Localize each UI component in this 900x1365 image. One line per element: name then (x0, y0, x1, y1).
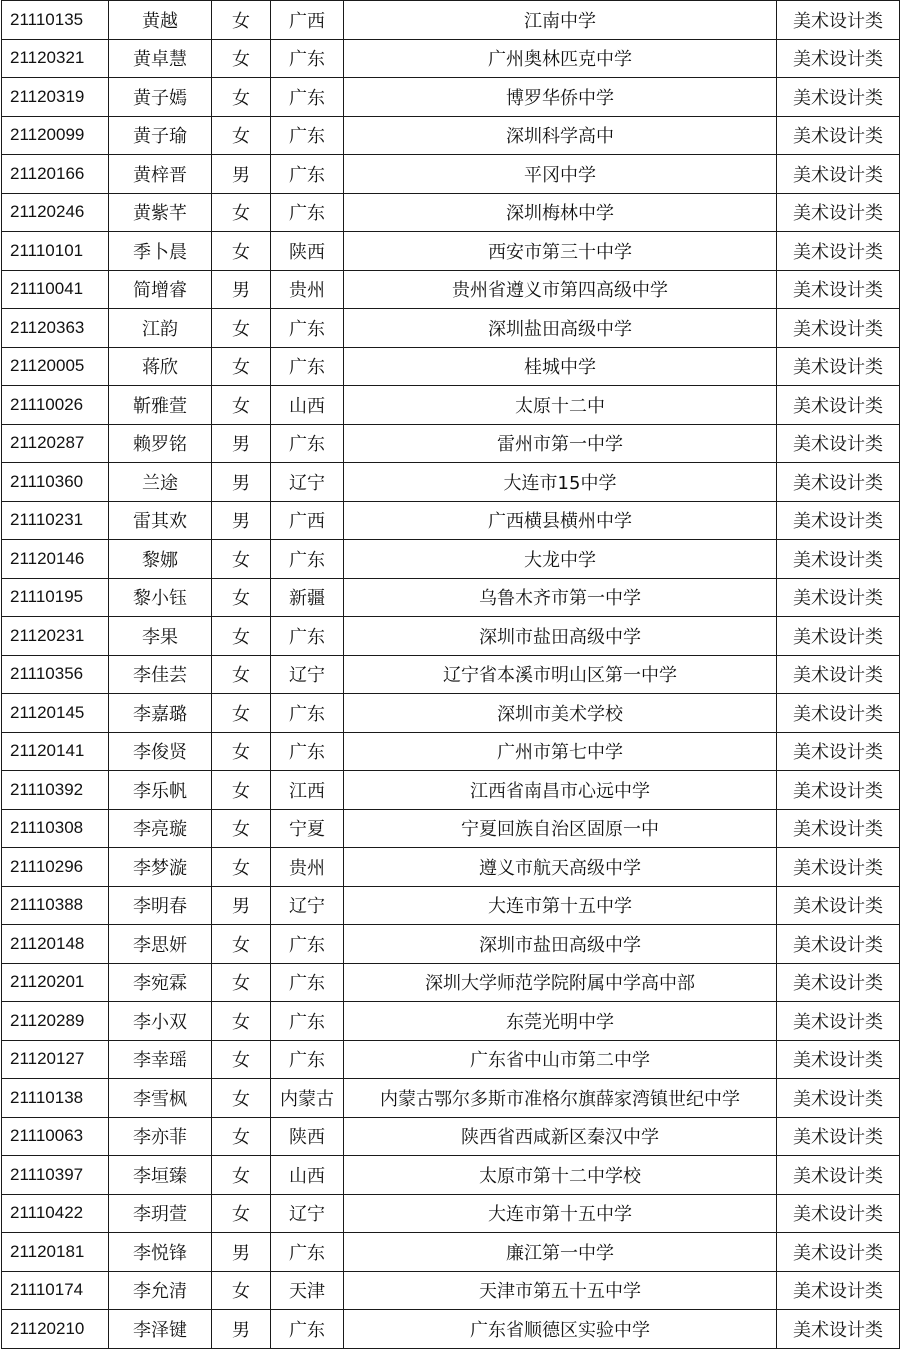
school-cell: 博罗华侨中学 (344, 78, 777, 117)
student-name-cell: 蒋欣 (109, 347, 212, 386)
category-cell: 美术设计类 (777, 1, 900, 40)
category-cell: 美术设计类 (777, 1194, 900, 1233)
gender-cell: 男 (212, 501, 271, 540)
school-cell: 平冈中学 (344, 155, 777, 194)
province-cell: 天津 (271, 1271, 344, 1310)
candidate-id-cell: 21120148 (2, 925, 109, 964)
gender-cell: 女 (212, 309, 271, 348)
province-cell: 广东 (271, 309, 344, 348)
category-cell: 美术设计类 (777, 694, 900, 733)
candidate-id-cell: 21120181 (2, 1233, 109, 1272)
gender-cell: 女 (212, 1002, 271, 1041)
category-cell: 美术设计类 (777, 1079, 900, 1118)
gender-cell: 女 (212, 655, 271, 694)
table-row (2, 1271, 900, 1310)
category-cell: 美术设计类 (777, 732, 900, 771)
gender-cell: 女 (212, 771, 271, 810)
student-name-cell: 李雪枫 (109, 1079, 212, 1118)
table-row (2, 925, 900, 964)
gender-cell: 男 (212, 270, 271, 309)
school-cell: 西安市第三十中学 (344, 232, 777, 271)
table-row (2, 347, 900, 386)
category-cell: 美术设计类 (777, 78, 900, 117)
school-cell: 大连市15中学 (344, 463, 777, 502)
student-name-cell: 黄紫芊 (109, 193, 212, 232)
student-name-cell: 赖罗铭 (109, 424, 212, 463)
school-cell: 广州市第七中学 (344, 732, 777, 771)
province-cell: 新疆 (271, 578, 344, 617)
school-cell: 天津市第五十五中学 (344, 1271, 777, 1310)
candidate-id-cell: 21120201 (2, 963, 109, 1002)
student-name-cell: 李明春 (109, 886, 212, 925)
table-row (2, 694, 900, 733)
student-name-cell: 黄子嫣 (109, 78, 212, 117)
student-name-cell: 李梦漩 (109, 848, 212, 887)
province-cell: 广东 (271, 424, 344, 463)
category-cell: 美术设计类 (777, 116, 900, 155)
table-row (2, 1156, 900, 1195)
candidate-id-cell: 21120099 (2, 116, 109, 155)
student-name-cell: 靳雅萱 (109, 386, 212, 425)
candidate-id-cell: 21120363 (2, 309, 109, 348)
province-cell: 宁夏 (271, 809, 344, 848)
table-row (2, 617, 900, 656)
candidate-id-cell: 21110308 (2, 809, 109, 848)
table-row (2, 732, 900, 771)
school-cell: 大连市第十五中学 (344, 1194, 777, 1233)
gender-cell: 男 (212, 155, 271, 194)
student-name-cell: 李乐帆 (109, 771, 212, 810)
category-cell: 美术设计类 (777, 309, 900, 348)
school-cell: 深圳市盐田高级中学 (344, 925, 777, 964)
candidate-id-cell: 21110392 (2, 771, 109, 810)
gender-cell: 男 (212, 1233, 271, 1272)
candidate-id-cell: 21120005 (2, 347, 109, 386)
category-cell: 美术设计类 (777, 463, 900, 502)
candidate-id-cell: 21120145 (2, 694, 109, 733)
table-row (2, 1040, 900, 1079)
school-cell: 深圳市美术学校 (344, 694, 777, 733)
gender-cell: 女 (212, 1271, 271, 1310)
school-cell: 桂城中学 (344, 347, 777, 386)
candidate-id-cell: 21110138 (2, 1079, 109, 1118)
category-cell: 美术设计类 (777, 1156, 900, 1195)
gender-cell: 男 (212, 463, 271, 502)
category-cell: 美术设计类 (777, 193, 900, 232)
table-row (2, 655, 900, 694)
province-cell: 广东 (271, 963, 344, 1002)
table-row (2, 386, 900, 425)
province-cell: 广东 (271, 78, 344, 117)
category-cell: 美术设计类 (777, 1002, 900, 1041)
table-row (2, 540, 900, 579)
candidate-id-cell: 21120289 (2, 1002, 109, 1041)
candidate-id-cell: 21110360 (2, 463, 109, 502)
province-cell: 辽宁 (271, 886, 344, 925)
province-cell: 广东 (271, 347, 344, 386)
candidate-id-cell: 21110397 (2, 1156, 109, 1195)
school-cell: 辽宁省本溪市明山区第一中学 (344, 655, 777, 694)
category-cell: 美术设计类 (777, 809, 900, 848)
province-cell: 广西 (271, 1, 344, 40)
school-cell: 深圳梅林中学 (344, 193, 777, 232)
student-name-cell: 雷其欢 (109, 501, 212, 540)
table-row (2, 116, 900, 155)
gender-cell: 女 (212, 193, 271, 232)
student-name-cell: 黎小钰 (109, 578, 212, 617)
school-cell: 遵义市航天高级中学 (344, 848, 777, 887)
category-cell: 美术设计类 (777, 39, 900, 78)
province-cell: 广东 (271, 1233, 344, 1272)
gender-cell: 女 (212, 925, 271, 964)
province-cell: 山西 (271, 1156, 344, 1195)
province-cell: 广东 (271, 39, 344, 78)
table-row (2, 424, 900, 463)
school-cell: 深圳大学师范学院附属中学高中部 (344, 963, 777, 1002)
gender-cell: 女 (212, 578, 271, 617)
table-row (2, 270, 900, 309)
candidate-id-cell: 21110422 (2, 1194, 109, 1233)
category-cell: 美术设计类 (777, 886, 900, 925)
school-cell: 广州奥林匹克中学 (344, 39, 777, 78)
category-cell: 美术设计类 (777, 1117, 900, 1156)
candidate-id-cell: 21120141 (2, 732, 109, 771)
category-cell: 美术设计类 (777, 424, 900, 463)
table-row (2, 193, 900, 232)
table-row (2, 309, 900, 348)
student-name-cell: 李幸瑶 (109, 1040, 212, 1079)
school-cell: 乌鲁木齐市第一中学 (344, 578, 777, 617)
table-row (2, 1079, 900, 1118)
school-cell: 江西省南昌市心远中学 (344, 771, 777, 810)
student-name-cell: 李嘉璐 (109, 694, 212, 733)
candidate-id-cell: 21120210 (2, 1310, 109, 1349)
gender-cell: 女 (212, 1156, 271, 1195)
candidate-id-cell: 21120166 (2, 155, 109, 194)
province-cell: 陕西 (271, 1117, 344, 1156)
gender-cell: 女 (212, 963, 271, 1002)
candidate-id-cell: 21110195 (2, 578, 109, 617)
province-cell: 辽宁 (271, 1194, 344, 1233)
gender-cell: 女 (212, 694, 271, 733)
student-name-cell: 李亮璇 (109, 809, 212, 848)
table-row (2, 501, 900, 540)
table-row (2, 78, 900, 117)
student-name-cell: 黎娜 (109, 540, 212, 579)
student-name-cell: 兰途 (109, 463, 212, 502)
candidate-id-cell: 21110026 (2, 386, 109, 425)
student-name-cell: 黄梓晋 (109, 155, 212, 194)
table-row (2, 155, 900, 194)
province-cell: 广东 (271, 155, 344, 194)
province-cell: 广西 (271, 501, 344, 540)
table-row (2, 848, 900, 887)
table-row (2, 963, 900, 1002)
province-cell: 广东 (271, 193, 344, 232)
province-cell: 内蒙古 (271, 1079, 344, 1118)
school-cell: 陕西省西咸新区秦汉中学 (344, 1117, 777, 1156)
candidate-id-cell: 21110063 (2, 1117, 109, 1156)
school-cell: 深圳盐田高级中学 (344, 309, 777, 348)
category-cell: 美术设计类 (777, 540, 900, 579)
province-cell: 广东 (271, 694, 344, 733)
gender-cell: 女 (212, 848, 271, 887)
gender-cell: 女 (212, 1040, 271, 1079)
student-name-cell: 李果 (109, 617, 212, 656)
category-cell: 美术设计类 (777, 501, 900, 540)
student-name-cell: 江韵 (109, 309, 212, 348)
category-cell: 美术设计类 (777, 1040, 900, 1079)
gender-cell: 女 (212, 732, 271, 771)
table-row (2, 809, 900, 848)
table-row (2, 886, 900, 925)
school-cell: 深圳市盐田高级中学 (344, 617, 777, 656)
candidate-id-cell: 21120127 (2, 1040, 109, 1079)
table-row (2, 1233, 900, 1272)
province-cell: 辽宁 (271, 463, 344, 502)
province-cell: 陕西 (271, 232, 344, 271)
candidate-id-cell: 21110356 (2, 655, 109, 694)
table-row (2, 1310, 900, 1349)
province-cell: 广东 (271, 1310, 344, 1349)
table-row (2, 1194, 900, 1233)
school-cell: 雷州市第一中学 (344, 424, 777, 463)
student-name-cell: 李亦菲 (109, 1117, 212, 1156)
province-cell: 广东 (271, 1002, 344, 1041)
category-cell: 美术设计类 (777, 347, 900, 386)
admission-roster-table (1, 0, 900, 1349)
school-cell: 贵州省遵义市第四高级中学 (344, 270, 777, 309)
table-row (2, 39, 900, 78)
province-cell: 贵州 (271, 848, 344, 887)
province-cell: 山西 (271, 386, 344, 425)
student-name-cell: 李悦锋 (109, 1233, 212, 1272)
gender-cell: 女 (212, 386, 271, 425)
candidate-id-cell: 21120231 (2, 617, 109, 656)
candidate-id-cell: 21110388 (2, 886, 109, 925)
student-name-cell: 季卜晨 (109, 232, 212, 271)
province-cell: 广东 (271, 1040, 344, 1079)
school-cell: 内蒙古鄂尔多斯市准格尔旗薛家湾镇世纪中学 (344, 1079, 777, 1118)
category-cell: 美术设计类 (777, 655, 900, 694)
school-cell: 廉江第一中学 (344, 1233, 777, 1272)
table-row (2, 771, 900, 810)
candidate-id-cell: 21120287 (2, 424, 109, 463)
school-cell: 大连市第十五中学 (344, 886, 777, 925)
gender-cell: 女 (212, 540, 271, 579)
candidate-id-cell: 21110174 (2, 1271, 109, 1310)
gender-cell: 女 (212, 347, 271, 386)
province-cell: 广东 (271, 540, 344, 579)
school-cell: 江南中学 (344, 1, 777, 40)
candidate-id-cell: 21120146 (2, 540, 109, 579)
table-row (2, 578, 900, 617)
category-cell: 美术设计类 (777, 386, 900, 425)
gender-cell: 女 (212, 1194, 271, 1233)
gender-cell: 男 (212, 1310, 271, 1349)
candidate-id-cell: 21110296 (2, 848, 109, 887)
table-row (2, 1117, 900, 1156)
category-cell: 美术设计类 (777, 155, 900, 194)
province-cell: 辽宁 (271, 655, 344, 694)
province-cell: 广东 (271, 732, 344, 771)
candidate-id-cell: 21110231 (2, 501, 109, 540)
student-name-cell: 李玥萱 (109, 1194, 212, 1233)
gender-cell: 女 (212, 116, 271, 155)
category-cell: 美术设计类 (777, 1271, 900, 1310)
school-cell: 东莞光明中学 (344, 1002, 777, 1041)
table-row (2, 1002, 900, 1041)
province-cell: 贵州 (271, 270, 344, 309)
student-name-cell: 李思妍 (109, 925, 212, 964)
category-cell: 美术设计类 (777, 963, 900, 1002)
candidate-id-cell: 21120321 (2, 39, 109, 78)
province-cell: 江西 (271, 771, 344, 810)
province-cell: 广东 (271, 116, 344, 155)
student-name-cell: 李泽键 (109, 1310, 212, 1349)
gender-cell: 女 (212, 1117, 271, 1156)
category-cell: 美术设计类 (777, 232, 900, 271)
candidate-id-cell: 21110135 (2, 1, 109, 40)
category-cell: 美术设计类 (777, 617, 900, 656)
student-name-cell: 李垣臻 (109, 1156, 212, 1195)
student-name-cell: 李俊贤 (109, 732, 212, 771)
student-name-cell: 黄越 (109, 1, 212, 40)
student-name-cell: 简增睿 (109, 270, 212, 309)
gender-cell: 女 (212, 1, 271, 40)
school-cell: 广东省中山市第二中学 (344, 1040, 777, 1079)
category-cell: 美术设计类 (777, 270, 900, 309)
gender-cell: 女 (212, 809, 271, 848)
roster-body (2, 1, 900, 1349)
student-name-cell: 李允清 (109, 1271, 212, 1310)
gender-cell: 女 (212, 39, 271, 78)
school-cell: 太原十二中 (344, 386, 777, 425)
category-cell: 美术设计类 (777, 1233, 900, 1272)
school-cell: 广东省顺德区实验中学 (344, 1310, 777, 1349)
gender-cell: 男 (212, 424, 271, 463)
candidate-id-cell: 21120319 (2, 78, 109, 117)
student-name-cell: 李宛霖 (109, 963, 212, 1002)
category-cell: 美术设计类 (777, 1310, 900, 1349)
gender-cell: 女 (212, 78, 271, 117)
candidate-id-cell: 21110101 (2, 232, 109, 271)
school-cell: 太原市第十二中学校 (344, 1156, 777, 1195)
table-row (2, 232, 900, 271)
table-row (2, 1, 900, 40)
province-cell: 广东 (271, 617, 344, 656)
category-cell: 美术设计类 (777, 925, 900, 964)
province-cell: 广东 (271, 925, 344, 964)
gender-cell: 女 (212, 617, 271, 656)
gender-cell: 女 (212, 232, 271, 271)
school-cell: 广西横县横州中学 (344, 501, 777, 540)
school-cell: 宁夏回族自治区固原一中 (344, 809, 777, 848)
school-cell: 大龙中学 (344, 540, 777, 579)
category-cell: 美术设计类 (777, 771, 900, 810)
category-cell: 美术设计类 (777, 848, 900, 887)
student-name-cell: 黄卓慧 (109, 39, 212, 78)
candidate-id-cell: 21110041 (2, 270, 109, 309)
school-cell: 深圳科学高中 (344, 116, 777, 155)
gender-cell: 男 (212, 886, 271, 925)
candidate-id-cell: 21120246 (2, 193, 109, 232)
student-name-cell: 李小双 (109, 1002, 212, 1041)
category-cell: 美术设计类 (777, 578, 900, 617)
student-name-cell: 李佳芸 (109, 655, 212, 694)
gender-cell: 女 (212, 1079, 271, 1118)
student-name-cell: 黄子瑜 (109, 116, 212, 155)
table-row (2, 463, 900, 502)
